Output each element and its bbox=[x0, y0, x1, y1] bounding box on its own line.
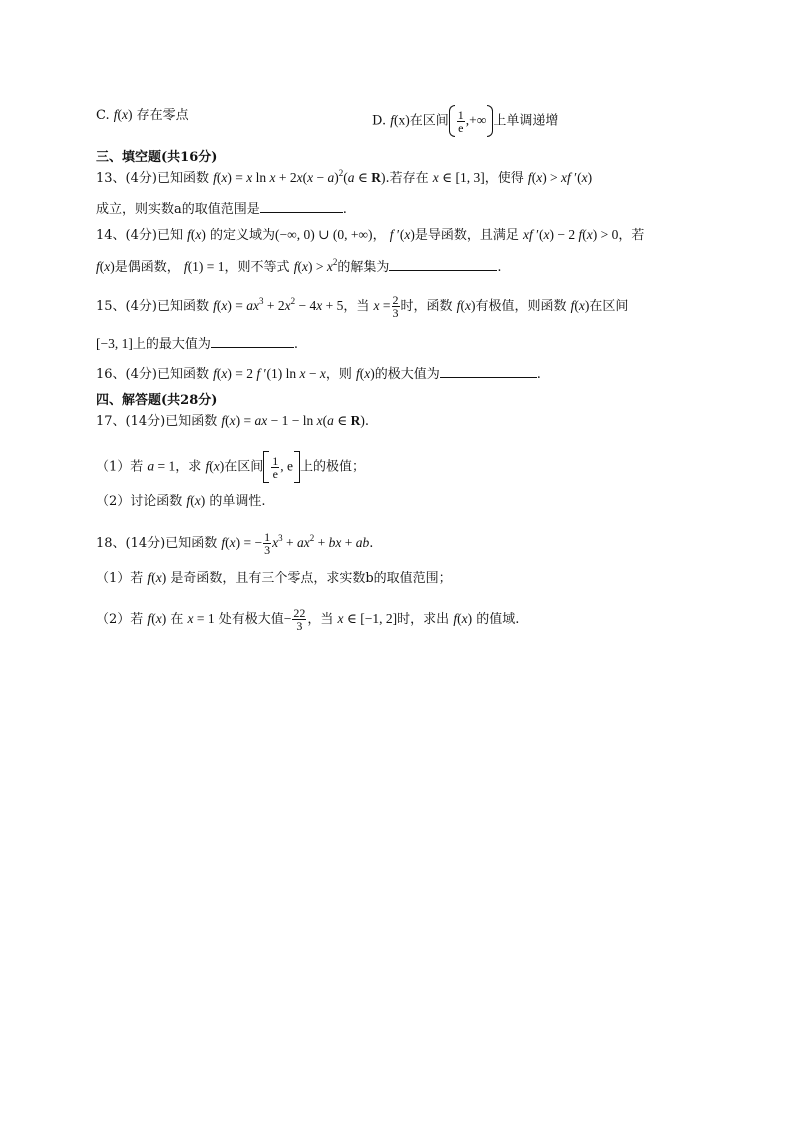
option-d-text-before: 在区间 bbox=[409, 113, 449, 129]
q18-stem: 18、(14分)已知函数 f(x) = − $\frac{1}{3}$ $x^3 + ax^2$ + bx + ab. bbox=[96, 530, 374, 557]
option-c-text: 存在零点 bbox=[136, 108, 189, 123]
answer-blank bbox=[260, 198, 343, 213]
q14-line2: f(x)是偶函数， f(1) = 1，则不等式 $f(x) > x^2$的解集为 . bbox=[96, 257, 502, 275]
fraction-2-over-3: $\frac{2}{3}$ bbox=[392, 293, 399, 320]
q15-line2: [−3, 1]上的最大值为 . bbox=[96, 333, 298, 355]
option-c-label: C. bbox=[96, 108, 110, 123]
option-c: C. f(x) 存在零点 bbox=[96, 107, 189, 123]
open-bracket bbox=[263, 451, 269, 483]
fraction-1-over-e: $\frac{1}{e}$ bbox=[272, 453, 279, 481]
option-d: D. f(x)在区间 $\frac{1}{e}$ ,+∞ 上单调递增 bbox=[372, 105, 558, 137]
fraction-1-over-3: $\frac{1}{3}$ bbox=[264, 530, 271, 557]
option-d-label: D. bbox=[372, 113, 387, 129]
open-paren bbox=[449, 105, 455, 137]
q17-stem: 17、(14分)已知函数 f(x) = ax − 1 − ln x(a ∈ R). bbox=[96, 413, 369, 429]
answer-blank bbox=[440, 363, 537, 378]
answer-blank bbox=[211, 333, 294, 348]
section-4-title: 四、解答题(共28分) bbox=[96, 393, 218, 408]
q13-line1: 13、(4分)已知函数 f(x) = x $\ln x + 2x(x - a)^2(a$ ∈ R).若存在 x ∈ [1, 3]，使得 f(x) > xf ′(x) bbox=[96, 168, 593, 186]
q15-line1: 15、(4分)已知函数 $f(x) = ax^3 + 2x^2 - 4x + 5$，当 x = $\frac{2}{3}$ 时，函数 f(x)有极值，则函数 f(x)在区间 bbox=[96, 293, 629, 320]
option-d-text-after: 上单调递增 bbox=[493, 113, 559, 129]
fraction-1-over-e: $\frac{1}{e}$ bbox=[457, 107, 464, 135]
q17-part1: （1）若 a = 1，求 f(x)在区间 $\frac{1}{e}$ , e 上的极值； bbox=[96, 451, 365, 483]
q16: 16、(4分)已知函数 f(x) = 2 f ′(1) ln x − x，则 f(x)的极大值为 . bbox=[96, 363, 541, 385]
q18-part2: （2）若 f(x) 在 x = 1 处有极大值− $\frac{22}{3}$ ，当 x ∈ [−1, 2]时，求出 f(x) 的值域. bbox=[96, 606, 520, 633]
q17-part2: （2）讨论函数 f(x) 的单调性. bbox=[96, 493, 266, 509]
q14-line1: 14、(4分)已知 f(x) 的定义域为(−∞, 0) ∪ (0, +∞)， f ′(x)是导函数，且满足 xf ′(x) − 2 f(x) > 0，若 bbox=[96, 227, 645, 243]
fraction-22-over-3: $\frac{22}{3}$ bbox=[293, 606, 306, 633]
q18-part1: （1）若 f(x) 是奇函数，且有三个零点，求实数b的取值范围； bbox=[96, 570, 452, 586]
answer-blank bbox=[389, 256, 497, 271]
section-3-title: 三、填空题(共16分) bbox=[96, 150, 218, 165]
q13-line2: 成立，则实数a的取值范围是 . bbox=[96, 198, 347, 220]
